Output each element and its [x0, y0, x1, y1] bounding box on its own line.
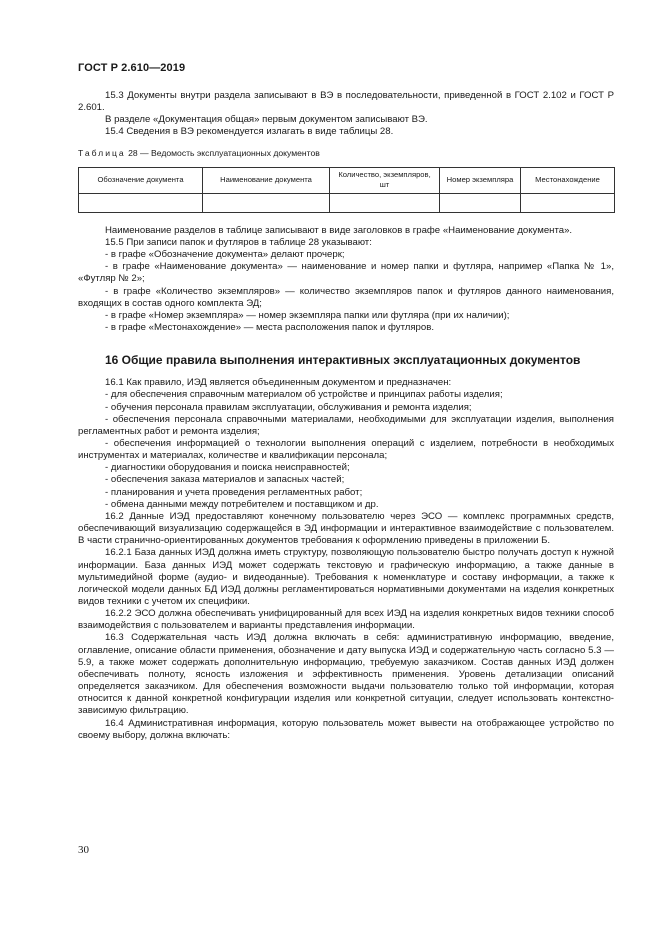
list-item: - обучения персонала правилам эксплуатации, обслуживания и ремонта изделия; [105, 401, 472, 413]
list-item: - обеспечения персонала справочными материалами, необходимыми для эксплуатации изделия, выполнения регламентных работ и ремонта изделия; [78, 413, 614, 437]
column-header: Местонахождение [521, 167, 615, 193]
list-item: - планирования и учета проведения регламентных работ; [105, 486, 363, 498]
column-header: Наименование документа [203, 167, 330, 193]
column-header: Количество, экземпляров, шт [330, 167, 440, 193]
list-item: - для обеспечения справочным материалом об устройстве и принципах работы изделия; [105, 389, 503, 401]
paragraph: 16.3 Содержательная часть ИЭД должна включать в себя: административную информацию, введение, оглавление, описание области применения, обозначение и дату выпуска ИЭД и содержательную часть согласно 5.3 — 5.9, а также может содержать дополнительную информацию, требуемую заказчиком. Состав данных ИЭД должен обеспечивать полноту, ясность изложения и эффективность применения. Уровень детализации описаний определяется заказчиком. Для обеспечения возможности выдачи пользователю только той информации, которая относится к данной конкретной конфигурации изделия или конкретной ситуации, следует использовать контекстно-зависимую фильтрацию. [78, 632, 614, 717]
list-item: - в графе «Номер экземпляра» — номер экземпляра папки или футляра (при их наличии); [105, 309, 510, 321]
column-header: Обозначение документа [79, 167, 203, 193]
page-number: 30 [78, 844, 89, 856]
table-caption-title: 28 — Ведомость эксплуатационных документов [125, 147, 320, 158]
paragraph: 16.2 Данные ИЭД предоставляют конечному пользователю через ЭСО — комплекс программных средств, обеспечивающий визуализацию содержащейся в ЭД информации и интерактивное взаимодействие с пользователем. В части странично-ориентированных документов требования к оформлению приведены в приложении Б. [78, 510, 614, 547]
table-cell [203, 193, 330, 212]
paragraph: 16.4 Административная информация, которую пользователь может вывести на отображающее устройство по своему выбору, должна включать: [78, 717, 614, 741]
table-cell [79, 193, 203, 212]
page-body [78, 90, 614, 742]
paragraph: 15.5 При записи папок и футляров в таблице 28 указывают: [105, 236, 372, 248]
table-caption [78, 147, 614, 159]
document-header: ГОСТ Р 2.610—2019 [78, 62, 186, 74]
list-item: - в графе «Обозначение документа» делают прочерк; [105, 249, 345, 261]
paragraph: 15.4 Сведения в ВЭ рекомендуется излагать в виде таблицы 28. [105, 126, 394, 138]
paragraph: Наименование разделов в таблице записывают в виде заголовков в графе «Наименование документа». [105, 224, 573, 236]
table-cell [330, 193, 440, 212]
paragraph: 16.1 Как правило, ИЭД является объединенным документом и предназначен: [105, 377, 452, 389]
section-heading: 16 Общие правила выполнения интерактивных эксплуатационных документов [105, 353, 581, 368]
list-item: - обеспечения информацией о технологии выполнения операций с изделием, потребности в необходимых инструментах и материалах, количестве и квалификации персонала; [78, 437, 614, 462]
list-item: - в графе «Наименование документа» — наименование и номер папки и футляра, например «Папка № 1», «Футляр № 2»; [78, 261, 614, 285]
paragraph: 15.3 Документы внутри раздела записывают в ВЭ в последовательности, приведенной в ГОСТ 2.102 и ГОСТ Р 2.601. [78, 90, 614, 114]
documents-table [78, 167, 615, 213]
paragraph: 16.2.2 ЭСО должна обеспечивать унифицированный для всех ИЭД на изделия конкретных видов техники способ взаимодействия с пользователем и варианты представления информации. [78, 608, 614, 632]
list-item: - обеспечения заказа материалов и запасных частей; [105, 474, 345, 486]
table-header-row [79, 167, 615, 193]
paragraph: В разделе «Документация общая» первым документом записывают ВЭ. [105, 114, 428, 126]
list-item: - обмена данными между потребителем и поставщиком и др. [105, 498, 379, 510]
paragraph: 16.2.1 База данных ИЭД должна иметь структуру, позволяющую пользователю быстро получать доступ к нужной информации. База данных ИЭД может содержать текстовую и графическую информацию, а также данные в мультимедийной форме (аудио- и видеоданные). Требования к номенклатуре и составу информации, а также к логической модели данных БД ИЭД должны регламентироваться нормативными документами на изделия конкретных видов техники с учетом их специфики. [78, 547, 614, 607]
table-row [79, 193, 615, 212]
table-caption-label: Таблица [78, 147, 126, 158]
table-cell [440, 193, 521, 212]
column-header: Номер экземпляра [440, 167, 521, 193]
list-item: - в графе «Количество экземпляров» — количество экземпляров папок и футляров данного наименования, входящих в состав одного комплекта ЭД; [78, 285, 614, 309]
list-item: - в графе «Местонахождение» — места расположения папок и футляров. [105, 322, 434, 334]
list-item: - диагностики оборудования и поиска неисправностей; [105, 462, 350, 474]
table-cell [521, 193, 615, 212]
